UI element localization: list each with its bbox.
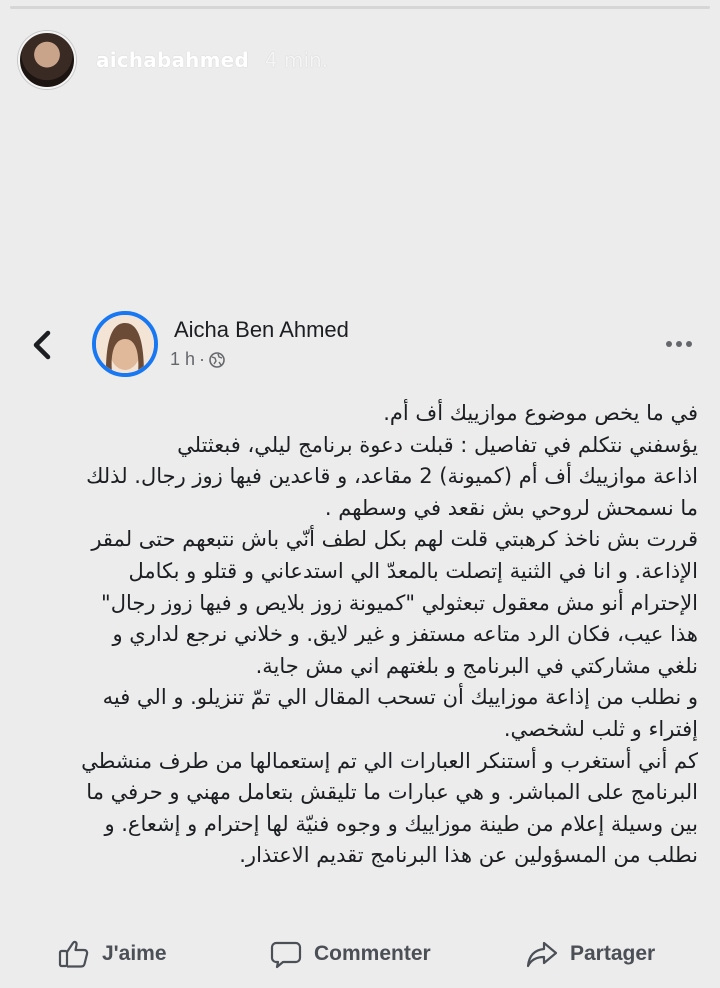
author-name[interactable]: Aicha Ben Ahmed — [174, 317, 349, 342]
post-line: نلغي مشاركتي في البرنامج و بلغتهم اني مش جاية. — [255, 653, 698, 678]
meta-separator: · — [199, 349, 206, 369]
post-text — [22, 398, 698, 872]
post-line: هذا عيب، فكان الرد متاعه مستفز و غير لايق. و خلاني نرجع لداري و — [112, 622, 698, 647]
share-arrow-icon — [526, 939, 558, 969]
portrait-icon — [96, 315, 154, 373]
post-actions — [0, 928, 720, 980]
post-line: البرنامج على المباشر. و هي عبارات ما تليقش بتعامل مهني و حرفي ما — [86, 780, 698, 805]
post-line: كم أني أستغرب و أستنكر العبارات الي تم إستعمالها من طرف منشطي — [81, 748, 698, 773]
like-label: J'aime — [102, 942, 167, 965]
story-time: 4 min. — [264, 48, 329, 72]
post-line: الإذاعة. و انا في الثنية إتصلت بالمعدّ الي استدعاني و قتلو و بكامل — [128, 558, 698, 583]
post-time[interactable]: 1 h — [170, 349, 196, 369]
comment-label: Commenter — [314, 942, 431, 965]
post-line: اذاعة موازييك أف أم (كميونة) 2 مقاعد، و قاعدين فيها زوز رجال. لذلك — [86, 464, 698, 489]
story-avatar[interactable] — [18, 31, 76, 89]
share-label: Partager — [570, 942, 656, 965]
story-username[interactable]: aichabahmed — [96, 48, 249, 72]
post-line: يؤسفني نتكلم في تفاصيل : قبلت دعوة برنامج ليلي، فبعثتلي — [177, 432, 698, 457]
post-header — [0, 305, 720, 385]
post-line: و نطلب من إذاعة موزاييك أن تسحب المقال الي تمّ تنزيلو. و الي فيه — [102, 685, 698, 710]
thumbs-up-icon — [58, 939, 90, 969]
post-meta — [170, 349, 225, 370]
comment-button[interactable] — [270, 939, 431, 969]
share-button[interactable] — [526, 939, 655, 969]
post-line: قررت بش ناخذ كرهبتي قلت لهم بكل لطف أنّي باش نتبعهم حتى لمقر — [91, 527, 698, 552]
post-line: نطلب من المسؤولين عن هذا البرنامج تقديم الاعتذار. — [239, 843, 698, 868]
author-avatar[interactable] — [92, 311, 158, 377]
chevron-left-icon[interactable] — [28, 327, 56, 363]
comment-bubble-icon — [270, 939, 302, 969]
more-options-icon[interactable] — [664, 339, 694, 349]
story-progress-bar — [10, 6, 710, 9]
post-line: الإحترام أنو مش معقول تبعثولي "كميونة زوز بلايص و فيها زوز رجال" — [101, 590, 698, 615]
post-line: بين وسيلة إعلام من طينة موزاييك و وجوه فنيّة لها إحترام و إشعاع. و — [104, 811, 698, 836]
globe-icon — [209, 352, 225, 368]
story-header — [18, 30, 702, 90]
post-line: ما نسمحش لروحي بش نقعد في وسطهم . — [324, 495, 698, 520]
post-line: إفتراء و ثلب لشخصي. — [503, 716, 698, 741]
post-line: في ما يخص موضوع موازييك أف أم. — [383, 401, 698, 425]
like-button[interactable] — [58, 939, 167, 969]
